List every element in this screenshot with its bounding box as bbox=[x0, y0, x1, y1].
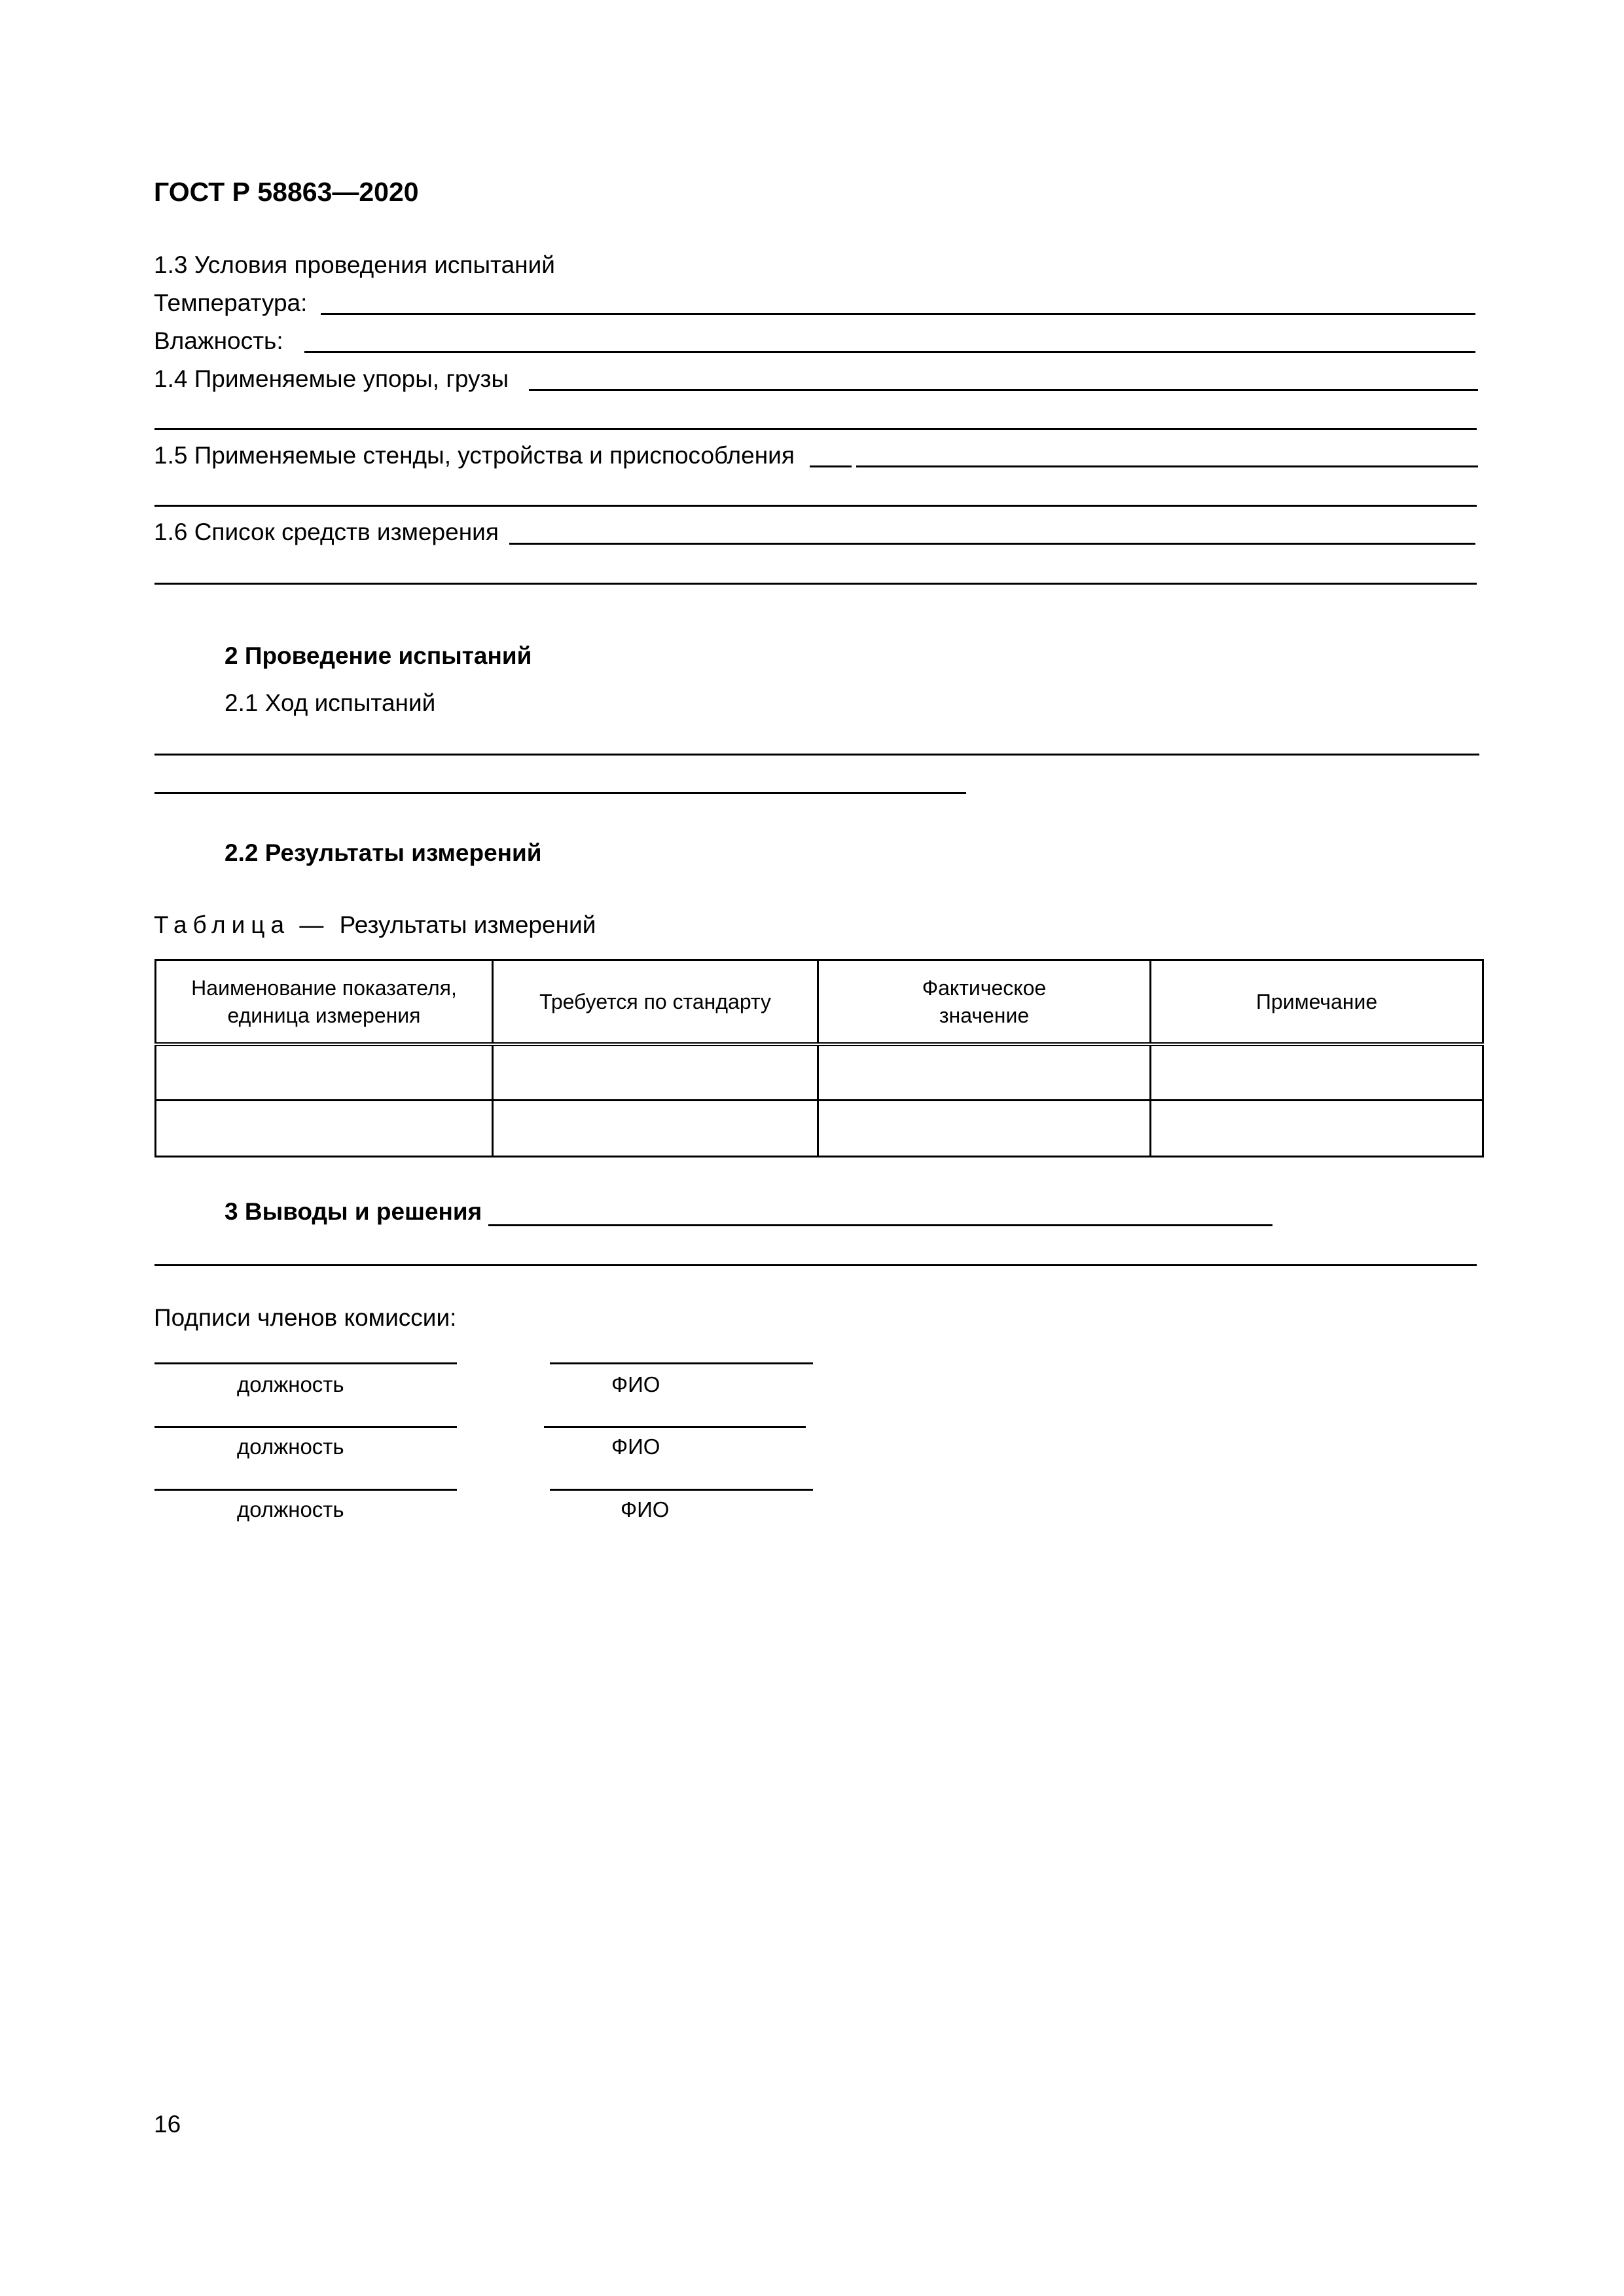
temperature-label: Температура: bbox=[154, 289, 308, 316]
table-cell[interactable] bbox=[1151, 1044, 1483, 1101]
signature-position-line-2[interactable] bbox=[154, 1426, 457, 1428]
table-cell[interactable] bbox=[1151, 1101, 1483, 1157]
header-indicator-name: Наименование показателя, единица измерения bbox=[156, 960, 493, 1044]
document-title: ГОСТ Р 58863—2020 bbox=[154, 177, 419, 207]
signature-position-line-1[interactable] bbox=[154, 1362, 457, 1364]
page-number: 16 bbox=[154, 2111, 181, 2138]
item-1-5-label: 1.5 Применяемые стенды, устройства и приспособления bbox=[154, 442, 795, 469]
item-1-5-field-line-short[interactable] bbox=[810, 465, 852, 467]
results-table bbox=[154, 959, 1484, 1157]
item-2-1-field-line[interactable] bbox=[154, 754, 1479, 756]
table-caption-label: Таблица bbox=[154, 911, 291, 938]
fio-caption-2: ФИО bbox=[611, 1434, 660, 1459]
item-1-5-field-line-2[interactable] bbox=[154, 505, 1477, 507]
table-cell[interactable] bbox=[818, 1044, 1151, 1101]
temperature-field-line[interactable] bbox=[321, 313, 1475, 315]
signature-fio-line-3[interactable] bbox=[550, 1489, 813, 1491]
item-1-4-field-line-2[interactable] bbox=[154, 428, 1477, 430]
header-required-by-standard: Требуется по стандарту bbox=[493, 960, 818, 1044]
header-actual-value: Фактическое значение bbox=[818, 960, 1151, 1044]
item-1-4-label: 1.4 Применяемые упоры, грузы bbox=[154, 365, 509, 392]
table-cell[interactable] bbox=[156, 1044, 493, 1101]
humidity-field-line[interactable] bbox=[304, 351, 1475, 353]
item-1-3-label: 1.3 Условия проведения испытаний bbox=[154, 251, 555, 278]
item-2-1-label: 2.1 Ход испытаний bbox=[225, 689, 436, 716]
item-1-4-field-line[interactable] bbox=[529, 389, 1478, 391]
table-cell[interactable] bbox=[493, 1101, 818, 1157]
item-2-2-heading: 2.2 Результаты измерений bbox=[225, 839, 542, 866]
table-caption-title: Результаты измерений bbox=[339, 911, 596, 938]
header-note: Примечание bbox=[1151, 960, 1483, 1044]
humidity-label: Влажность: bbox=[154, 327, 283, 354]
item-1-6-field-line-2[interactable] bbox=[154, 583, 1477, 585]
item-2-1-field-line-2[interactable] bbox=[154, 792, 966, 794]
table-header-row bbox=[156, 960, 1483, 1044]
table-cell[interactable] bbox=[493, 1044, 818, 1101]
item-1-6-label: 1.6 Список средств измерения bbox=[154, 519, 499, 545]
fio-caption-1: ФИО bbox=[611, 1372, 660, 1396]
section-3-heading: 3 Выводы и решения bbox=[225, 1198, 482, 1225]
signatures-label: Подписи членов комиссии: bbox=[154, 1304, 457, 1331]
signature-fio-line-2[interactable] bbox=[544, 1426, 806, 1428]
item-1-5-field-line[interactable] bbox=[856, 465, 1478, 467]
section-3-field-line[interactable] bbox=[488, 1224, 1272, 1226]
position-caption-1: должность bbox=[237, 1372, 344, 1396]
table-row bbox=[156, 1044, 1483, 1101]
item-1-6-field-line[interactable] bbox=[509, 543, 1475, 545]
table-row bbox=[156, 1101, 1483, 1157]
table-cell[interactable] bbox=[818, 1101, 1151, 1157]
fio-caption-3: ФИО bbox=[621, 1497, 670, 1522]
signature-fio-line-1[interactable] bbox=[550, 1362, 813, 1364]
section-3-field-line-2[interactable] bbox=[154, 1264, 1477, 1266]
section-2-heading: 2 Проведение испытаний bbox=[225, 642, 532, 669]
position-caption-2: должность bbox=[237, 1434, 344, 1459]
position-caption-3: должность bbox=[237, 1497, 344, 1522]
table-cell[interactable] bbox=[156, 1101, 493, 1157]
signature-position-line-3[interactable] bbox=[154, 1489, 457, 1491]
table-caption-dash: — bbox=[299, 911, 324, 938]
table-caption bbox=[154, 911, 596, 939]
